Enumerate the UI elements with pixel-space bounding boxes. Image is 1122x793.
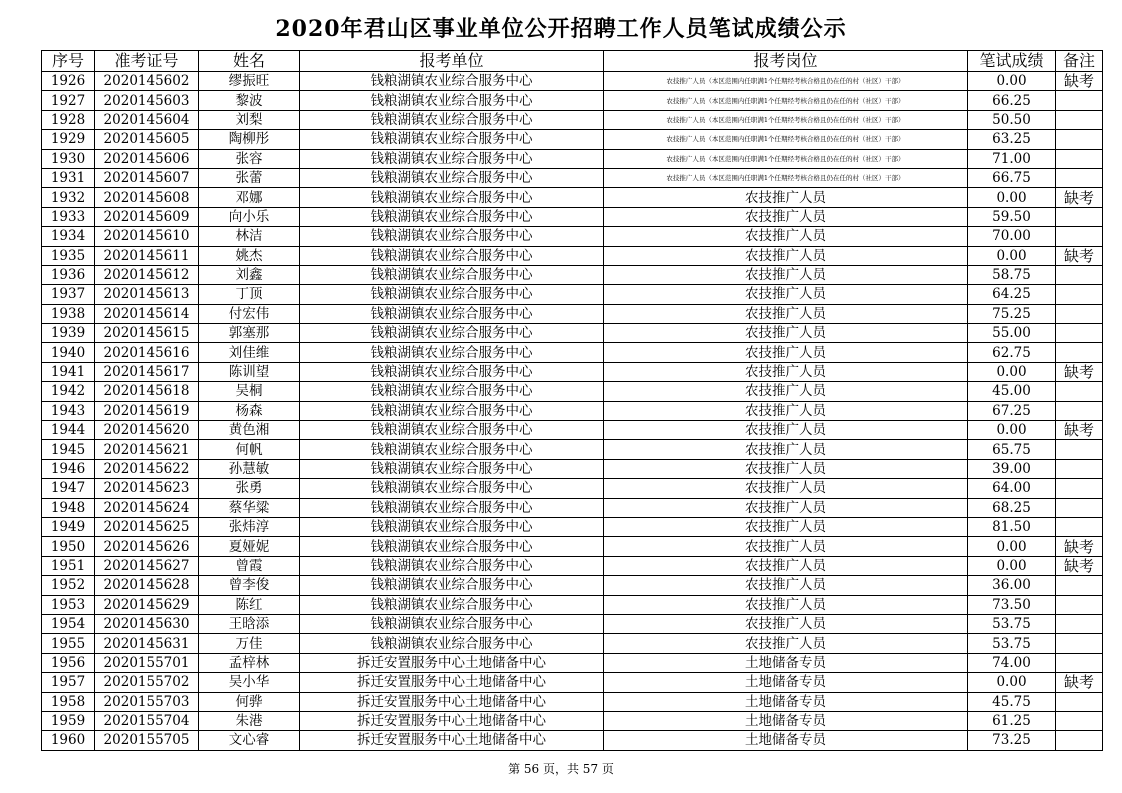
cell-exam-no: 2020145602 xyxy=(95,72,199,91)
cell-post: 农技推广人员 xyxy=(604,479,968,498)
cell-remark xyxy=(1056,324,1103,343)
cell-remark xyxy=(1056,517,1103,536)
cell-remark xyxy=(1056,498,1103,517)
cell-seq: 1957 xyxy=(42,673,95,692)
cell-remark xyxy=(1056,614,1103,633)
cell-unit: 钱粮湖镇农业综合服务中心 xyxy=(300,459,604,478)
cell-unit: 钱粮湖镇农业综合服务中心 xyxy=(300,634,604,653)
cell-seq: 1944 xyxy=(42,421,95,440)
cell-name: 刘鑫 xyxy=(199,265,300,284)
cell-remark xyxy=(1056,440,1103,459)
cell-name: 朱港 xyxy=(199,711,300,730)
cell-remark: 缺考 xyxy=(1056,421,1103,440)
cell-unit: 钱粮湖镇农业综合服务中心 xyxy=(300,265,604,284)
cell-seq: 1927 xyxy=(42,91,95,110)
cell-remark xyxy=(1056,595,1103,614)
cell-name: 付宏伟 xyxy=(199,304,300,323)
cell-remark xyxy=(1056,285,1103,304)
cell-seq: 1928 xyxy=(42,110,95,129)
table-row xyxy=(42,634,1103,653)
table-body xyxy=(42,72,1103,751)
cell-score: 71.00 xyxy=(968,149,1056,168)
cell-seq: 1959 xyxy=(42,711,95,730)
cell-unit: 拆迁安置服务中心土地储备中心 xyxy=(300,692,604,711)
cell-score: 0.00 xyxy=(968,72,1056,91)
cell-seq: 1952 xyxy=(42,576,95,595)
cell-exam-no: 2020145629 xyxy=(95,595,199,614)
table-row xyxy=(42,692,1103,711)
cell-exam-no: 2020145626 xyxy=(95,537,199,556)
cell-score: 64.00 xyxy=(968,479,1056,498)
cell-remark xyxy=(1056,731,1103,750)
cell-remark xyxy=(1056,576,1103,595)
table-row xyxy=(42,498,1103,517)
cell-exam-no: 2020155702 xyxy=(95,673,199,692)
cell-seq: 1936 xyxy=(42,265,95,284)
cell-remark xyxy=(1056,168,1103,187)
cell-post: 农技推广人员 xyxy=(604,421,968,440)
cell-name: 杨森 xyxy=(199,401,300,420)
cell-score: 45.00 xyxy=(968,382,1056,401)
cell-name: 曾霞 xyxy=(199,556,300,575)
cell-post: 农技推广人员 xyxy=(604,227,968,246)
table-row xyxy=(42,362,1103,381)
table-row xyxy=(42,227,1103,246)
cell-post: 农技推广人员 xyxy=(604,556,968,575)
cell-score: 70.00 xyxy=(968,227,1056,246)
cell-exam-no: 2020145614 xyxy=(95,304,199,323)
cell-score: 66.25 xyxy=(968,91,1056,110)
cell-score: 0.00 xyxy=(968,673,1056,692)
cell-post: 农技推广人员 xyxy=(604,324,968,343)
cell-seq: 1935 xyxy=(42,246,95,265)
cell-seq: 1956 xyxy=(42,653,95,672)
cell-score: 0.00 xyxy=(968,246,1056,265)
table-row xyxy=(42,130,1103,149)
cell-score: 55.00 xyxy=(968,324,1056,343)
cell-seq: 1947 xyxy=(42,479,95,498)
cell-exam-no: 2020145607 xyxy=(95,168,199,187)
cell-score: 73.50 xyxy=(968,595,1056,614)
cell-unit: 钱粮湖镇农业综合服务中心 xyxy=(300,421,604,440)
cell-name: 张蕾 xyxy=(199,168,300,187)
cell-exam-no: 2020145622 xyxy=(95,459,199,478)
cell-remark: 缺考 xyxy=(1056,188,1103,207)
cell-exam-no: 2020145604 xyxy=(95,110,199,129)
cell-unit: 钱粮湖镇农业综合服务中心 xyxy=(300,227,604,246)
cell-score: 81.50 xyxy=(968,517,1056,536)
cell-unit: 钱粮湖镇农业综合服务中心 xyxy=(300,382,604,401)
table-row xyxy=(42,382,1103,401)
cell-exam-no: 2020145617 xyxy=(95,362,199,381)
table-row xyxy=(42,91,1103,110)
cell-name: 张勇 xyxy=(199,479,300,498)
cell-seq: 1943 xyxy=(42,401,95,420)
cell-remark xyxy=(1056,711,1103,730)
cell-seq: 1941 xyxy=(42,362,95,381)
cell-exam-no: 2020155704 xyxy=(95,711,199,730)
cell-name: 姚杰 xyxy=(199,246,300,265)
table-row xyxy=(42,207,1103,226)
table-row xyxy=(42,673,1103,692)
cell-exam-no: 2020145612 xyxy=(95,265,199,284)
cell-score: 0.00 xyxy=(968,188,1056,207)
cell-score: 74.00 xyxy=(968,653,1056,672)
cell-exam-no: 2020145623 xyxy=(95,479,199,498)
cell-score: 67.25 xyxy=(968,401,1056,420)
cell-post: 农技推广人员 xyxy=(604,614,968,633)
cell-score: 66.75 xyxy=(968,168,1056,187)
cell-exam-no: 2020145616 xyxy=(95,343,199,362)
cell-post: 农技推广人员 xyxy=(604,498,968,517)
cell-remark xyxy=(1056,692,1103,711)
cell-score: 50.50 xyxy=(968,110,1056,129)
cell-score: 0.00 xyxy=(968,556,1056,575)
cell-name: 张容 xyxy=(199,149,300,168)
cell-seq: 1939 xyxy=(42,324,95,343)
cell-seq: 1960 xyxy=(42,731,95,750)
cell-remark: 缺考 xyxy=(1056,72,1103,91)
cell-exam-no: 2020145624 xyxy=(95,498,199,517)
table-row xyxy=(42,517,1103,536)
table-row xyxy=(42,343,1103,362)
cell-post: 土地储备专员 xyxy=(604,731,968,750)
cell-unit: 钱粮湖镇农业综合服务中心 xyxy=(300,537,604,556)
table-row xyxy=(42,401,1103,420)
table-row xyxy=(42,537,1103,556)
cell-unit: 钱粮湖镇农业综合服务中心 xyxy=(300,72,604,91)
cell-unit: 钱粮湖镇农业综合服务中心 xyxy=(300,479,604,498)
cell-unit: 钱粮湖镇农业综合服务中心 xyxy=(300,130,604,149)
cell-unit: 钱粮湖镇农业综合服务中心 xyxy=(300,614,604,633)
cell-name: 万佳 xyxy=(199,634,300,653)
cell-seq: 1937 xyxy=(42,285,95,304)
cell-post: 土地储备专员 xyxy=(604,711,968,730)
cell-score: 63.25 xyxy=(968,130,1056,149)
cell-unit: 钱粮湖镇农业综合服务中心 xyxy=(300,576,604,595)
cell-post: 农技推广人员 xyxy=(604,401,968,420)
cell-remark xyxy=(1056,227,1103,246)
cell-post: 农技推广人员 xyxy=(604,382,968,401)
cell-remark: 缺考 xyxy=(1056,537,1103,556)
cell-post: 土地储备专员 xyxy=(604,673,968,692)
cell-score: 53.75 xyxy=(968,614,1056,633)
cell-unit: 钱粮湖镇农业综合服务中心 xyxy=(300,246,604,265)
cell-remark xyxy=(1056,304,1103,323)
cell-post: 农技推广人员 xyxy=(604,265,968,284)
header-exam-no: 准考证号 xyxy=(95,51,199,72)
cell-post: 农技推广人员 xyxy=(604,517,968,536)
cell-name: 黎波 xyxy=(199,91,300,110)
cell-exam-no: 2020145628 xyxy=(95,576,199,595)
header-unit: 报考单位 xyxy=(300,51,604,72)
cell-seq: 1955 xyxy=(42,634,95,653)
cell-seq: 1954 xyxy=(42,614,95,633)
cell-seq: 1933 xyxy=(42,207,95,226)
cell-score: 58.75 xyxy=(968,265,1056,284)
cell-score: 62.75 xyxy=(968,343,1056,362)
cell-post: 农技推广人员 xyxy=(604,576,968,595)
cell-exam-no: 2020145620 xyxy=(95,421,199,440)
cell-name: 向小乐 xyxy=(199,207,300,226)
cell-name: 文心睿 xyxy=(199,731,300,750)
cell-seq: 1949 xyxy=(42,517,95,536)
cell-post: 农技推广人员（本区范围内任职满1个任期经考核合格且仍在任的村（社区）干部） xyxy=(604,168,968,187)
table-row xyxy=(42,149,1103,168)
cell-remark xyxy=(1056,110,1103,129)
cell-seq: 1931 xyxy=(42,168,95,187)
cell-post: 农技推广人员 xyxy=(604,207,968,226)
cell-remark xyxy=(1056,459,1103,478)
cell-name: 何帆 xyxy=(199,440,300,459)
cell-unit: 钱粮湖镇农业综合服务中心 xyxy=(300,304,604,323)
page-title: 2020年君山区事业单位公开招聘工作人员笔试成绩公示 xyxy=(275,16,847,42)
cell-name: 缪振旺 xyxy=(199,72,300,91)
cell-post: 农技推广人员（本区范围内任职满1个任期经考核合格且仍在任的村（社区）干部） xyxy=(604,149,968,168)
cell-unit: 拆迁安置服务中心土地储备中心 xyxy=(300,731,604,750)
cell-name: 孙慧敏 xyxy=(199,459,300,478)
cell-unit: 钱粮湖镇农业综合服务中心 xyxy=(300,440,604,459)
cell-unit: 钱粮湖镇农业综合服务中心 xyxy=(300,149,604,168)
cell-unit: 拆迁安置服务中心土地储备中心 xyxy=(300,673,604,692)
page-footer: 第 56 页，共 57 页 xyxy=(508,762,614,776)
cell-unit: 钱粮湖镇农业综合服务中心 xyxy=(300,343,604,362)
cell-exam-no: 2020145619 xyxy=(95,401,199,420)
cell-name: 王晗添 xyxy=(199,614,300,633)
cell-name: 邓娜 xyxy=(199,188,300,207)
cell-remark xyxy=(1056,479,1103,498)
cell-exam-no: 2020145608 xyxy=(95,188,199,207)
cell-name: 刘梨 xyxy=(199,110,300,129)
cell-seq: 1934 xyxy=(42,227,95,246)
cell-unit: 钱粮湖镇农业综合服务中心 xyxy=(300,401,604,420)
cell-post: 农技推广人员（本区范围内任职满1个任期经考核合格且仍在任的村（社区）干部） xyxy=(604,130,968,149)
header-name: 姓名 xyxy=(199,51,300,72)
cell-unit: 钱粮湖镇农业综合服务中心 xyxy=(300,324,604,343)
cell-post: 农技推广人员 xyxy=(604,188,968,207)
table-row xyxy=(42,614,1103,633)
cell-score: 36.00 xyxy=(968,576,1056,595)
cell-name: 林洁 xyxy=(199,227,300,246)
table-row xyxy=(42,653,1103,672)
cell-unit: 钱粮湖镇农业综合服务中心 xyxy=(300,498,604,517)
cell-score: 73.25 xyxy=(968,731,1056,750)
table-row xyxy=(42,421,1103,440)
cell-remark: 缺考 xyxy=(1056,673,1103,692)
cell-exam-no: 2020145615 xyxy=(95,324,199,343)
cell-exam-no: 2020145610 xyxy=(95,227,199,246)
cell-exam-no: 2020145627 xyxy=(95,556,199,575)
cell-post: 农技推广人员 xyxy=(604,343,968,362)
cell-unit: 拆迁安置服务中心土地储备中心 xyxy=(300,653,604,672)
cell-exam-no: 2020145611 xyxy=(95,246,199,265)
cell-unit: 钱粮湖镇农业综合服务中心 xyxy=(300,517,604,536)
cell-score: 0.00 xyxy=(968,537,1056,556)
cell-seq: 1930 xyxy=(42,149,95,168)
cell-exam-no: 2020145606 xyxy=(95,149,199,168)
cell-post: 农技推广人员 xyxy=(604,362,968,381)
cell-remark xyxy=(1056,401,1103,420)
cell-name: 孟梓林 xyxy=(199,653,300,672)
cell-name: 张炜淳 xyxy=(199,517,300,536)
cell-name: 夏娅妮 xyxy=(199,537,300,556)
cell-post: 农技推广人员（本区范围内任职满1个任期经考核合格且仍在任的村（社区）干部） xyxy=(604,72,968,91)
cell-remark xyxy=(1056,207,1103,226)
cell-exam-no: 2020145605 xyxy=(95,130,199,149)
table-row xyxy=(42,246,1103,265)
cell-name: 陈训望 xyxy=(199,362,300,381)
table-row xyxy=(42,285,1103,304)
cell-exam-no: 2020145613 xyxy=(95,285,199,304)
table-row xyxy=(42,479,1103,498)
cell-seq: 1932 xyxy=(42,188,95,207)
cell-remark: 缺考 xyxy=(1056,246,1103,265)
header-score: 笔试成绩 xyxy=(968,51,1056,72)
table-row xyxy=(42,110,1103,129)
table-row xyxy=(42,731,1103,750)
cell-score: 61.25 xyxy=(968,711,1056,730)
cell-remark xyxy=(1056,91,1103,110)
cell-score: 0.00 xyxy=(968,421,1056,440)
table-row xyxy=(42,72,1103,91)
cell-seq: 1948 xyxy=(42,498,95,517)
cell-seq: 1950 xyxy=(42,537,95,556)
cell-score: 59.50 xyxy=(968,207,1056,226)
cell-name: 陈红 xyxy=(199,595,300,614)
cell-seq: 1958 xyxy=(42,692,95,711)
cell-score: 64.25 xyxy=(968,285,1056,304)
cell-score: 65.75 xyxy=(968,440,1056,459)
cell-name: 郭塞那 xyxy=(199,324,300,343)
cell-post: 农技推广人员（本区范围内任职满1个任期经考核合格且仍在任的村（社区）干部） xyxy=(604,91,968,110)
cell-remark xyxy=(1056,130,1103,149)
header-seq: 序号 xyxy=(42,51,95,72)
cell-exam-no: 2020145625 xyxy=(95,517,199,536)
table-row xyxy=(42,711,1103,730)
cell-name: 曾李俊 xyxy=(199,576,300,595)
cell-unit: 钱粮湖镇农业综合服务中心 xyxy=(300,168,604,187)
cell-post: 土地储备专员 xyxy=(604,692,968,711)
cell-post: 农技推广人员 xyxy=(604,440,968,459)
cell-score: 68.25 xyxy=(968,498,1056,517)
cell-seq: 1938 xyxy=(42,304,95,323)
cell-post: 农技推广人员 xyxy=(604,246,968,265)
cell-post: 农技推广人员 xyxy=(604,634,968,653)
cell-post: 农技推广人员 xyxy=(604,595,968,614)
score-table xyxy=(41,50,1103,751)
cell-name: 吴桐 xyxy=(199,382,300,401)
cell-unit: 钱粮湖镇农业综合服务中心 xyxy=(300,207,604,226)
cell-exam-no: 2020145631 xyxy=(95,634,199,653)
cell-remark xyxy=(1056,382,1103,401)
table-row xyxy=(42,595,1103,614)
table-row xyxy=(42,576,1103,595)
cell-remark xyxy=(1056,149,1103,168)
cell-seq: 1945 xyxy=(42,440,95,459)
cell-name: 陶柳彤 xyxy=(199,130,300,149)
cell-remark xyxy=(1056,634,1103,653)
table-row xyxy=(42,168,1103,187)
cell-name: 吴小华 xyxy=(199,673,300,692)
table-row xyxy=(42,304,1103,323)
cell-post: 农技推广人员 xyxy=(604,304,968,323)
cell-unit: 钱粮湖镇农业综合服务中心 xyxy=(300,595,604,614)
cell-seq: 1929 xyxy=(42,130,95,149)
cell-post: 农技推广人员 xyxy=(604,285,968,304)
cell-seq: 1940 xyxy=(42,343,95,362)
cell-exam-no: 2020145609 xyxy=(95,207,199,226)
cell-name: 何骅 xyxy=(199,692,300,711)
table-row xyxy=(42,188,1103,207)
table-header-row xyxy=(42,51,1103,72)
cell-name: 蔡华粱 xyxy=(199,498,300,517)
cell-unit: 钱粮湖镇农业综合服务中心 xyxy=(300,91,604,110)
cell-exam-no: 2020155703 xyxy=(95,692,199,711)
cell-post: 农技推广人员 xyxy=(604,459,968,478)
cell-unit: 钱粮湖镇农业综合服务中心 xyxy=(300,556,604,575)
cell-remark xyxy=(1056,343,1103,362)
cell-exam-no: 2020155701 xyxy=(95,653,199,672)
table-row xyxy=(42,440,1103,459)
cell-post: 农技推广人员 xyxy=(604,537,968,556)
cell-name: 丁顶 xyxy=(199,285,300,304)
cell-exam-no: 2020145603 xyxy=(95,91,199,110)
cell-unit: 钱粮湖镇农业综合服务中心 xyxy=(300,362,604,381)
cell-remark: 缺考 xyxy=(1056,556,1103,575)
cell-exam-no: 2020155705 xyxy=(95,731,199,750)
cell-seq: 1946 xyxy=(42,459,95,478)
cell-score: 53.75 xyxy=(968,634,1056,653)
cell-exam-no: 2020145618 xyxy=(95,382,199,401)
cell-remark: 缺考 xyxy=(1056,362,1103,381)
cell-seq: 1942 xyxy=(42,382,95,401)
cell-score: 75.25 xyxy=(968,304,1056,323)
cell-post: 农技推广人员（本区范围内任职满1个任期经考核合格且仍在任的村（社区）干部） xyxy=(604,110,968,129)
cell-unit: 钱粮湖镇农业综合服务中心 xyxy=(300,110,604,129)
cell-unit: 钱粮湖镇农业综合服务中心 xyxy=(300,188,604,207)
cell-unit: 拆迁安置服务中心土地储备中心 xyxy=(300,711,604,730)
table-row xyxy=(42,556,1103,575)
table-row xyxy=(42,265,1103,284)
cell-remark xyxy=(1056,653,1103,672)
cell-seq: 1926 xyxy=(42,72,95,91)
cell-name: 黄色湘 xyxy=(199,421,300,440)
table-row xyxy=(42,324,1103,343)
cell-post: 土地储备专员 xyxy=(604,653,968,672)
cell-score: 0.00 xyxy=(968,362,1056,381)
cell-seq: 1951 xyxy=(42,556,95,575)
header-post: 报考岗位 xyxy=(604,51,968,72)
table-row xyxy=(42,459,1103,478)
header-remark: 备注 xyxy=(1056,51,1103,72)
cell-exam-no: 2020145621 xyxy=(95,440,199,459)
cell-exam-no: 2020145630 xyxy=(95,614,199,633)
cell-remark xyxy=(1056,265,1103,284)
cell-score: 39.00 xyxy=(968,459,1056,478)
cell-score: 45.75 xyxy=(968,692,1056,711)
cell-name: 刘佳维 xyxy=(199,343,300,362)
cell-unit: 钱粮湖镇农业综合服务中心 xyxy=(300,285,604,304)
cell-seq: 1953 xyxy=(42,595,95,614)
